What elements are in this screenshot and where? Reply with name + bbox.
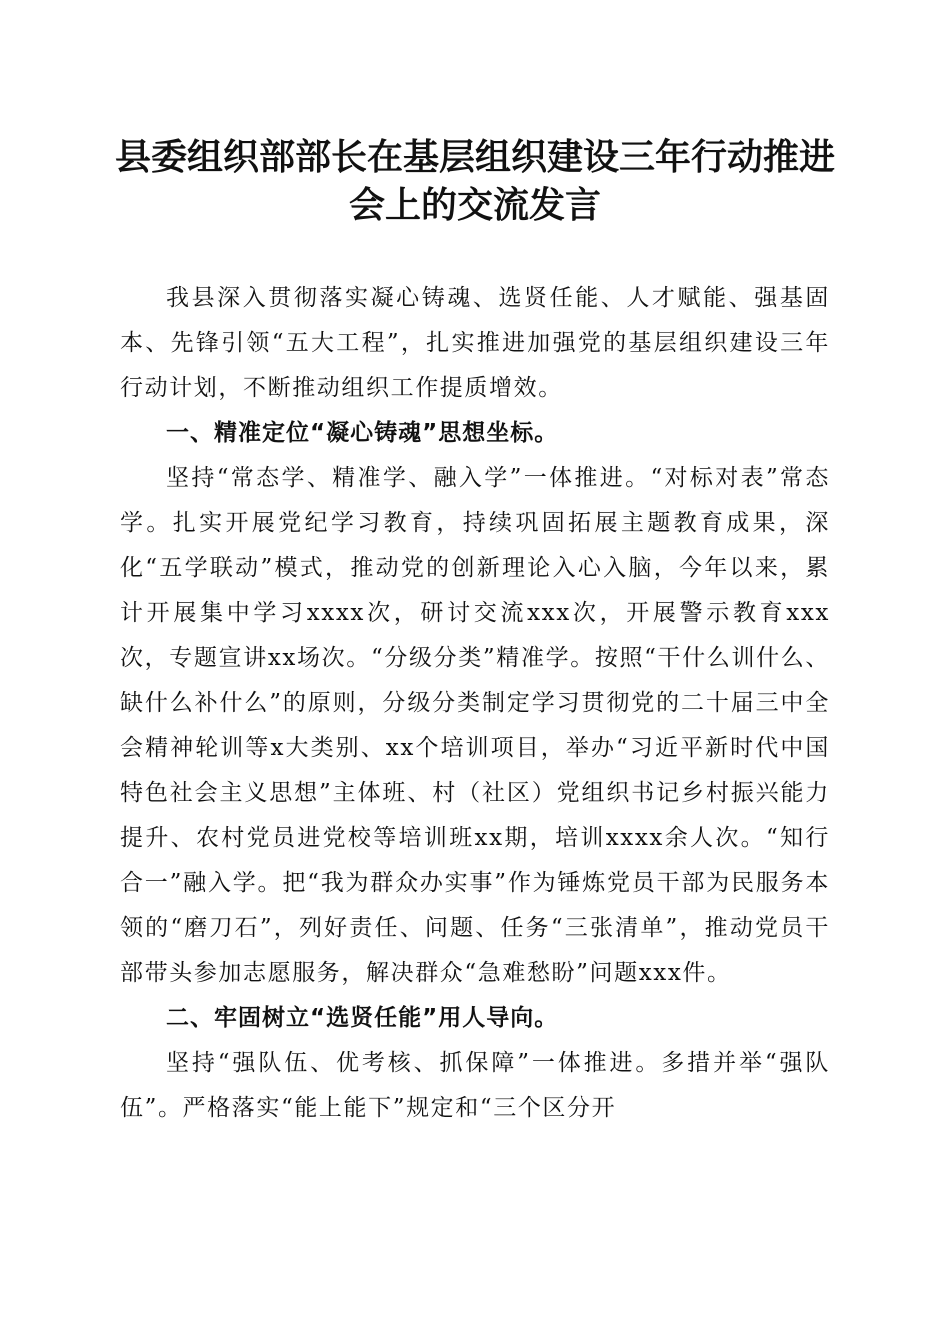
- intro-paragraph: 我县深入贯彻落实凝心铸魂、选贤任能、人才赋能、强基固本、先锋引领“五大工程”，扎实推进加强党的基层组织建设三年行动计划，不断推动组织工作提质增效。: [120, 285, 830, 401]
- document-body: [120, 276, 830, 1131]
- title-line-2: 会上的交流发言: [348, 184, 601, 226]
- section-1-paragraph: 坚持“常态学、精准学、融入学”一体推进。“对标对表”常态学。扎实开展党纪学习教育，持续巩固拓展主题教育成果，深化“五学联动”模式，推动党的创新理论入心入脑，今年以来，累计开展集中学习xxxx次，研讨交流xxx次，开展警示教育xxx次，专题宣讲xx场次。“分级分类”精准学。按照“干什么训什么、缺什么补什么”的原则，分级分类制定学习贯彻党的二十届三中全会精神轮训等x大类别、xx个培训项目，举办“习近平新时代中国特色社会主义思想”主体班、村（社区）党组织书记乡村振兴能力提升、农村党员进党校等培训班xx期，培训xxxx余人次。“知行合一”融入学。把“我为群众办实事”作为锤炼党员干部为民服务本领的“磨刀石”，列好责任、问题、任务“三张清单”，推动党员干部带头参加志愿服务，解决群众“急难愁盼”问题xxx件。: [120, 465, 830, 986]
- title-line-1: 县委组织部部长在基层组织建设三年行动推进: [114, 136, 835, 178]
- document-title: [110, 133, 840, 229]
- section-2-paragraph: 坚持“强队伍、优考核、抓保障”一体推进。多措并举“强队伍”。严格落实“能上能下”规定和“三个区分开: [120, 1050, 830, 1121]
- section-1-heading: 一、精准定位“凝心铸魂”思想坐标。: [166, 420, 559, 446]
- section-2-heading: 二、牢固树立“选贤任能”用人导向。: [166, 1005, 559, 1031]
